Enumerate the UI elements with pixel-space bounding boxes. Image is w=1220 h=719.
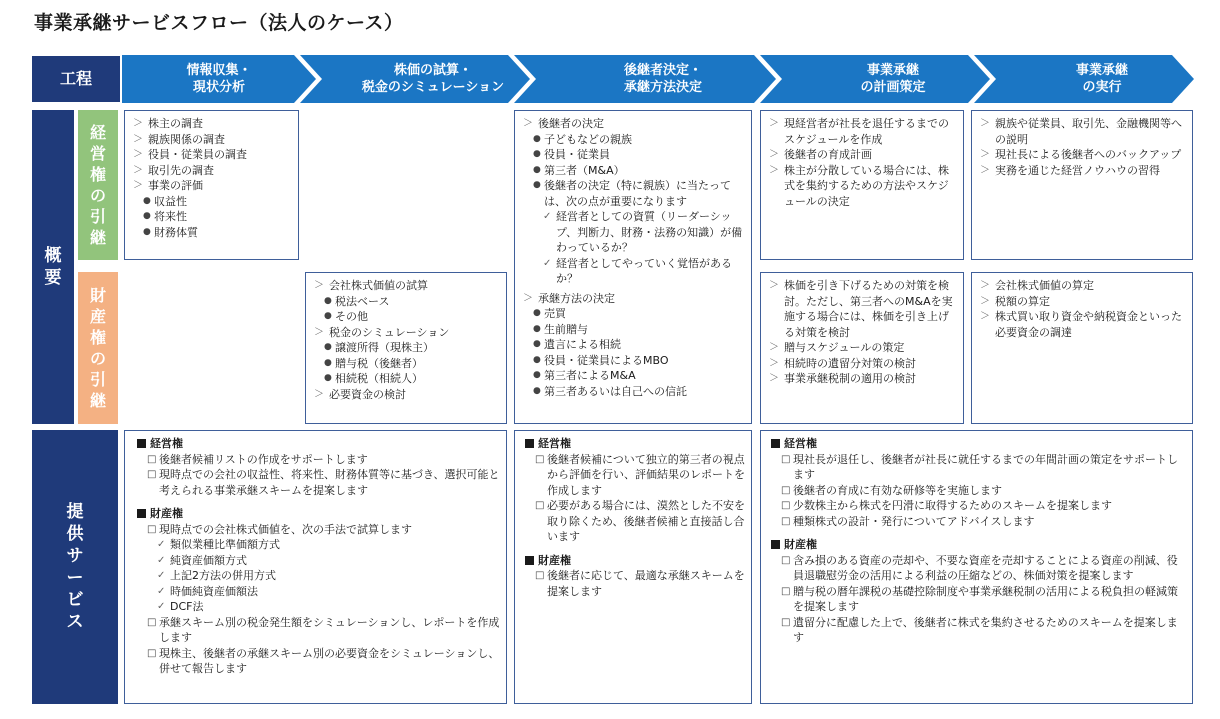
square-bullet-icon xyxy=(137,439,146,448)
list-item: □ 後継者候補について独立的第三者の視点から評価を行い、評価結果のレポートを作成します xyxy=(535,452,745,497)
services-label xyxy=(32,430,118,704)
checkbox-icon: □ xyxy=(781,616,791,628)
step-1-line2: 現状分析 xyxy=(192,80,245,95)
list-item: ＞ 事業の評価 xyxy=(133,179,203,192)
bullet-icon: ● xyxy=(324,295,332,306)
checkbox-icon: □ xyxy=(781,484,791,496)
list-item: ● 譲渡所得（現株主） xyxy=(324,341,434,354)
arrow-icon: ＞ xyxy=(769,118,779,129)
list-item: □ 少数株主から株式を円滑に取得するためのスキームを提案します xyxy=(781,499,1112,512)
step-2 xyxy=(322,55,530,103)
property-succession-label-text: 財産権の引継 xyxy=(89,286,106,410)
services-col-b-box xyxy=(514,430,752,704)
list-item: □ 現時点での会社株式価値を、次の手法で試算します xyxy=(147,522,412,536)
checkbox-icon: □ xyxy=(535,453,545,465)
section-heading: 経営権 xyxy=(771,436,1186,452)
step-4 xyxy=(782,55,990,103)
check-icon: ✓ xyxy=(157,554,166,566)
arrow-icon: ＞ xyxy=(523,118,533,129)
bullet-icon: ● xyxy=(143,195,151,206)
process-label xyxy=(32,56,120,102)
mgmt-succession-label-text: 経営権の引継 xyxy=(89,123,106,247)
check-icon: ✓ xyxy=(543,257,552,269)
section-heading: 財産権 xyxy=(525,553,745,569)
list-item: ● 子どもなどの親族 xyxy=(533,132,632,146)
arrow-icon: ＞ xyxy=(523,292,533,304)
list-item: □ 後継者候補リストの作成をサポートします xyxy=(147,452,368,466)
checkbox-icon: □ xyxy=(781,585,791,597)
arrow-icon: ＞ xyxy=(133,149,143,160)
list-item: □ 承継スキーム別の税金発生額をシミュレーションし、レポートを作成します xyxy=(147,615,500,644)
arrow-icon: ＞ xyxy=(980,149,990,160)
list-item: ● 相続税（相続人） xyxy=(324,372,423,385)
section-heading: 経営権 xyxy=(137,436,500,452)
bullet-icon: ● xyxy=(533,180,541,190)
list-item: ● 役員・従業員によるMBO xyxy=(533,353,669,367)
checkbox-icon: □ xyxy=(535,500,545,511)
summary-label xyxy=(32,110,74,424)
arrow-icon: ＞ xyxy=(980,118,990,129)
bullet-icon: ● xyxy=(533,370,541,380)
list-item: □ 現株主、後継者の承継スキーム別の必要資金をシミュレーションし、併せて報告します xyxy=(147,646,500,675)
list-item: ● 税法ベース xyxy=(324,294,390,308)
list-item: ✓ DCF法 xyxy=(157,600,204,613)
arrow-icon: ＞ xyxy=(980,295,990,307)
checkbox-icon: □ xyxy=(535,570,545,581)
property-succession-label xyxy=(78,272,118,424)
arrow-icon: ＞ xyxy=(980,280,990,291)
arrow-icon: ＞ xyxy=(769,164,779,176)
services-label-text: 提供サービス xyxy=(66,502,84,632)
list-item: ● その他 xyxy=(324,310,368,323)
arrow-icon: ＞ xyxy=(314,326,324,338)
services-col-c-box xyxy=(760,430,1193,704)
list-item: ＞ 株式買い取り資金や納税資金といった必要資金の調達 xyxy=(980,310,1182,339)
mgmt-col1-box xyxy=(124,110,299,260)
list-item: ＞ 後継者の決定 xyxy=(523,117,604,130)
list-item: ● 第三者（M&A） xyxy=(533,163,625,177)
step-2-line1: 株価の試算・ xyxy=(393,63,472,78)
list-item: ＞ 後継者の育成計画 xyxy=(769,148,872,161)
step-1 xyxy=(122,55,316,103)
list-item: ＞ 贈与スケジュールの策定 xyxy=(769,341,905,354)
step-5-line2: の実行 xyxy=(1082,80,1122,95)
checkbox-icon: □ xyxy=(781,500,791,511)
check-icon: ✓ xyxy=(157,601,166,612)
checkbox-icon: □ xyxy=(147,469,157,480)
square-bullet-icon xyxy=(525,439,534,448)
list-item: ✓ 上記2方法の併用方式 xyxy=(157,569,276,582)
checkbox-icon: □ xyxy=(781,554,791,566)
section-heading: 経営権 xyxy=(525,436,745,452)
bullet-icon: ● xyxy=(324,342,332,352)
arrow-icon: ＞ xyxy=(769,149,779,160)
bullet-icon: ● xyxy=(143,211,151,221)
mgmt-succession-label xyxy=(78,110,118,260)
checkbox-icon: □ xyxy=(781,515,791,527)
section-heading: 財産権 xyxy=(137,506,500,522)
list-item: ✓ 類似業種比準価額方式 xyxy=(157,538,280,551)
check-icon: ✓ xyxy=(157,585,166,597)
list-item: □ 遺留分に配慮した上で、後継者に株式を集約させるためのスキームを提案します xyxy=(781,615,1178,644)
list-item: ＞ 株主の調査 xyxy=(133,117,203,130)
process-label-text: 工程 xyxy=(59,69,92,88)
list-item: ✓ 経営者としてやっていく覚悟があるか？ xyxy=(543,256,732,285)
bullet-icon: ● xyxy=(324,311,332,321)
bullet-icon: ● xyxy=(533,164,541,175)
step-4-line2: の計画策定 xyxy=(860,80,926,95)
list-item: ＞ 会社株式価値の算定 xyxy=(980,279,1094,292)
arrow-icon: ＞ xyxy=(314,280,324,291)
list-item: ✓ 経営者としての資質（リーダーシップ、判断力、財務・法務の知識）が備わっているか？ xyxy=(543,210,743,254)
list-item: ＞ 必要資金の検討 xyxy=(314,387,406,401)
arrow-icon: ＞ xyxy=(769,280,779,291)
list-item: □ 必要がある場合には、漠然とした不安を取り除くため、後継者候補と直接話し合います xyxy=(535,499,745,543)
list-item: ＞ 現経営者が社長を退任するまでのスケジュールを作成 xyxy=(769,117,949,146)
list-item: ● 役員・従業員 xyxy=(533,148,610,161)
bullet-icon: ● xyxy=(533,133,541,144)
bullet-icon: ● xyxy=(143,226,151,237)
check-icon: ✓ xyxy=(157,539,166,550)
list-item: ＞ 親族や従業員、取引先、金融機関等への説明 xyxy=(980,117,1182,146)
list-item: ＞ 事業承継税制の適用の検討 xyxy=(769,372,916,385)
list-item: □ 後継者の育成に有効な研修等を実施します xyxy=(781,483,1002,497)
list-item: ✓ 時価純資産価額法 xyxy=(157,584,258,598)
list-item: ● 財務体質 xyxy=(143,225,198,239)
list-item: □ 贈与税の暦年課税の基礎控除制度や事業承継税制の活用による税負担の軽減策を提案します xyxy=(781,584,1178,613)
list-item: ＞ 株価を引き下げるための対策を検討。ただし、第三者へのM&Aを実施する場合には、株価を引き上げる対策を検討 xyxy=(769,279,953,339)
bullet-icon: ● xyxy=(533,308,541,318)
checkbox-icon: □ xyxy=(147,616,157,628)
checkbox-icon: □ xyxy=(147,453,157,465)
list-item: □ 後継者に応じて、最適な承継スキームを提案します xyxy=(535,569,745,598)
prop-col2-box xyxy=(305,272,507,424)
mgmt-col4-box xyxy=(760,110,964,260)
checkbox-icon: □ xyxy=(781,453,791,465)
list-item: ＞ 役員・従業員の調査 xyxy=(133,148,247,161)
prop-col5-box xyxy=(971,272,1193,424)
list-item: □ 現社長が退任し、後継者が社長に就任するまでの年間計画の策定をサポートします xyxy=(781,452,1178,481)
prop-col4-box xyxy=(760,272,964,424)
step-3-line2: 承継方法決定 xyxy=(623,80,702,95)
list-item: ● 収益性 xyxy=(143,194,187,208)
step-4-line1: 事業承継 xyxy=(866,63,919,78)
mgmt-col3-box xyxy=(514,110,752,424)
check-icon: ✓ xyxy=(543,211,552,222)
arrow-icon: ＞ xyxy=(980,311,990,322)
list-item: ● 将来性 xyxy=(143,210,187,223)
list-item: ＞ 親族関係の調査 xyxy=(133,132,225,146)
list-item: ＞ 相続時の遺留分対策の検討 xyxy=(769,356,916,370)
list-item: ● 生前贈与 xyxy=(533,322,588,336)
list-item: □ 含み損のある資産の売却や、不要な資産を売却することによる資産の削減、役員退職慰労金の活用による利益の圧縮などの、株価対策を提案します xyxy=(781,553,1178,582)
arrow-icon: ＞ xyxy=(133,118,143,129)
list-item: ● 第三者あるいは自己への信託 xyxy=(533,384,687,398)
list-item: ● 後継者の決定（特に親族）に当たっては、次の点が重要になります xyxy=(533,179,731,208)
services-col-a-box xyxy=(124,430,507,704)
step-1-line1: 情報収集・ xyxy=(186,63,252,78)
list-item: ＞ 承継方法の決定 xyxy=(523,291,615,305)
list-item: ● 売買 xyxy=(533,307,566,320)
square-bullet-icon xyxy=(525,556,534,565)
list-item: □ 種類株式の設計・発行についてアドバイスします xyxy=(781,514,1035,528)
list-item: ✓ 純資産価額方式 xyxy=(157,553,247,567)
bullet-icon: ● xyxy=(533,149,541,159)
arrow-icon: ＞ xyxy=(769,342,779,353)
arrow-icon: ＞ xyxy=(769,373,779,384)
page-title: 事業承継サービスフロー（法人のケース） xyxy=(34,12,404,34)
step-3 xyxy=(536,55,776,103)
arrow-icon: ＞ xyxy=(133,180,143,191)
list-item: ＞ 株主が分散している場合には、株式を集約するための方法やスケジュールの決定 xyxy=(769,163,949,208)
list-item: ＞ 会社株式価値の試算 xyxy=(314,279,428,292)
list-item: ＞ 取引先の調査 xyxy=(133,163,214,177)
list-item: ＞ 税額の算定 xyxy=(980,294,1050,308)
square-bullet-icon xyxy=(771,540,780,549)
check-icon: ✓ xyxy=(157,570,166,581)
section-heading: 財産権 xyxy=(771,537,1186,553)
arrow-icon: ＞ xyxy=(133,133,143,145)
list-item: ● 遺言による相続 xyxy=(533,338,621,351)
summary-label-text: 概要 xyxy=(44,246,62,288)
step-2-line2: 税金のシミュレーション xyxy=(361,80,505,95)
list-item: □ 現時点での会社の収益性、将来性、財務体質等に基づき、選択可能と考えられる事業承継スキームを提案します xyxy=(147,468,500,497)
bullet-icon: ● xyxy=(324,373,332,383)
list-item: ● 贈与税（後継者） xyxy=(324,356,423,370)
list-item: ● 第三者によるM&A xyxy=(533,369,636,382)
arrow-icon: ＞ xyxy=(769,357,779,369)
bullet-icon: ● xyxy=(533,385,541,396)
step-5 xyxy=(996,55,1194,103)
arrow-icon: ＞ xyxy=(133,164,143,176)
mgmt-col5-box xyxy=(971,110,1193,260)
arrow-icon: ＞ xyxy=(314,388,324,400)
list-item: ＞ 税金のシミュレーション xyxy=(314,325,450,339)
bullet-icon: ● xyxy=(324,357,332,368)
step-3-line1: 後継者決定・ xyxy=(623,63,702,78)
bullet-icon: ● xyxy=(533,354,541,365)
checkbox-icon: □ xyxy=(147,523,157,535)
bullet-icon: ● xyxy=(533,339,541,349)
step-5-line1: 事業承継 xyxy=(1075,63,1128,78)
bullet-icon: ● xyxy=(533,323,541,334)
arrow-icon: ＞ xyxy=(980,164,990,176)
square-bullet-icon xyxy=(137,509,146,518)
square-bullet-icon xyxy=(771,439,780,448)
list-item: ＞ 実務を通じた経営ノウハウの習得 xyxy=(980,163,1160,177)
list-item: ＞ 現社長による後継者へのバックアップ xyxy=(980,148,1182,161)
checkbox-icon: □ xyxy=(147,647,157,659)
